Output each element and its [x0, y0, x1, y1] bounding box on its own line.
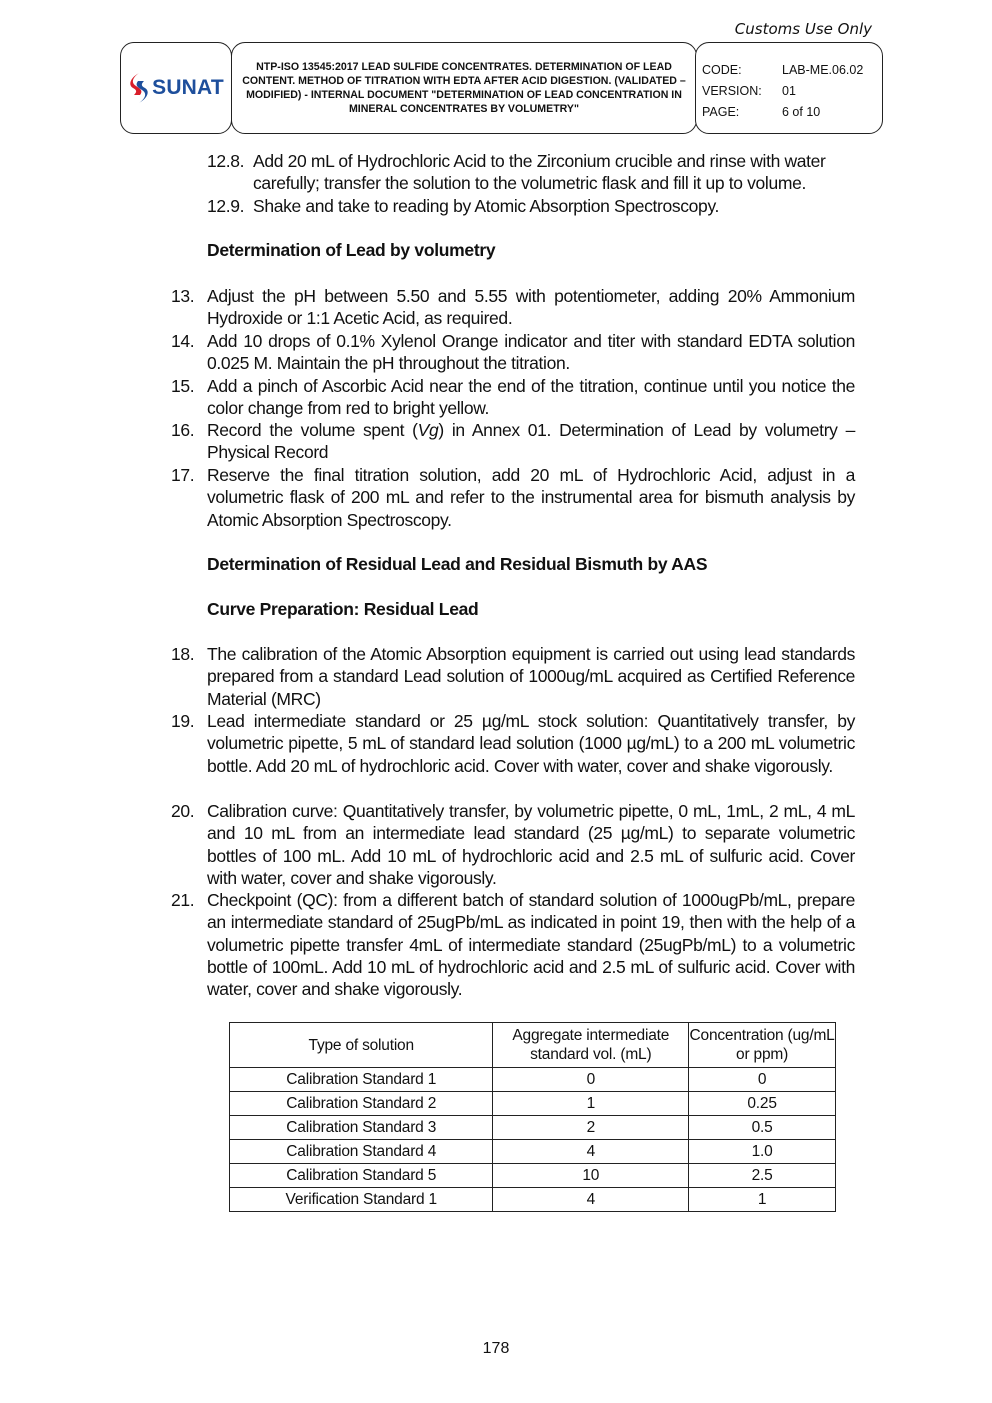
- table-row: [230, 1092, 836, 1116]
- table-cell: 4: [493, 1140, 689, 1164]
- item-text-a: Record the volume spent (: [207, 420, 418, 440]
- list-item-20: [171, 800, 855, 889]
- step-text: Add 20 mL of Hydrochloric Acid to the Zirconium crucible and rinse with water carefully; transfer the solution to the volumetric flask and fill it up to volume.: [253, 151, 826, 194]
- code-label: CODE:: [702, 63, 742, 77]
- table-cell: 0: [493, 1068, 689, 1092]
- document-title-box: [231, 42, 697, 134]
- item-number: 13.: [171, 286, 195, 306]
- item-number: 21.: [171, 890, 195, 910]
- code-row: [702, 63, 882, 84]
- list-item-19: [171, 710, 855, 777]
- column-header: Concentration (ug/mL or ppm): [689, 1023, 836, 1068]
- list-item-15: [171, 375, 855, 420]
- curve-heading: Curve Preparation: Residual Lead: [207, 599, 479, 619]
- table-cell: Calibration Standard 4: [230, 1140, 493, 1164]
- table-cell: 4: [493, 1188, 689, 1212]
- calibration-table: [229, 1022, 836, 1212]
- table-cell: Verification Standard 1: [230, 1188, 493, 1212]
- table-cell: 2.5: [689, 1164, 836, 1188]
- table-row: [230, 1116, 836, 1140]
- item-text: Calibration curve: Quantitatively transfer, by volumetric pipette, 0 mL, 1mL, 2 mL, 4 mL and 10 mL from an intermediate lead standard (25 µg/mL) to separate volumetric bottles of 100 mL. Add 10 mL of hydrochloric acid and 2.5 mL of sulfuric acid. Cover with water, cover and shake vigorously.: [207, 801, 855, 888]
- table-cell: Calibration Standard 1: [230, 1068, 493, 1092]
- table-cell: Calibration Standard 5: [230, 1164, 493, 1188]
- table-row: [230, 1188, 836, 1212]
- step-12-8: [207, 150, 855, 195]
- table-cell: 10: [493, 1164, 689, 1188]
- item-number: 19.: [171, 711, 195, 731]
- list-item-17: [171, 464, 855, 531]
- table-row: [230, 1068, 836, 1092]
- document-title: NTP-ISO 13545:2017 LEAD SULFIDE CONCENTRATES. DETERMINATION OF LEAD CONTENT. METHOD OF TITRATION WITH EDTA AFTER ACID DIGESTION. (VALIDATED – MODIFIED) - INTERNAL DOCUMENT "DETERMINATION OF LEAD CONCENTRATION IN MINERAL CONCENTRATES BY VOLUMETRY": [242, 60, 686, 116]
- item-number: 14.: [171, 331, 195, 351]
- item-text: Lead intermediate standard or 25 µg/mL stock solution: Quantitatively transfer, by volumetric pipette, 5 mL of standard lead solution (1000 µg/mL) to a 200 mL volumetric bottle. Add 20 mL of hydrochloric acid. Cover with water, cover and shake vigorously.: [207, 711, 855, 776]
- list-item-13: [171, 285, 855, 330]
- step-text: Shake and take to reading by Atomic Absorption Spectroscopy.: [253, 196, 720, 216]
- column-header: Type of solution: [230, 1023, 493, 1068]
- item-number: 17.: [171, 465, 195, 485]
- table-cell: 2: [493, 1116, 689, 1140]
- sunat-emblem-icon: [128, 71, 150, 105]
- item-number: 20.: [171, 801, 195, 821]
- residual-heading: Determination of Residual Lead and Residual Bismuth by AAS: [207, 554, 708, 574]
- list-item-14: [171, 330, 855, 375]
- step-number: 12.8.: [207, 151, 245, 171]
- version-row: [702, 84, 882, 105]
- list-item-18: [171, 643, 855, 710]
- table-cell: 1: [493, 1092, 689, 1116]
- sunat-logo: [128, 71, 224, 105]
- item-text: Add a pinch of Ascorbic Acid near the end of the titration, continue until you notice the color change from red to bright yellow.: [207, 376, 855, 419]
- page-row: [702, 105, 882, 126]
- customs-use-note: Customs Use Only: [734, 20, 872, 38]
- item-text-b: ) in Annex 01. Determination of Lead by volumetry – Physical Record: [207, 420, 855, 463]
- column-header: Aggregate intermediate standard vol. (mL): [493, 1023, 689, 1068]
- item-text: Reserve the final titration solution, add 20 mL of Hydrochloric Acid, adjust in a volumetric flask of 200 mL and refer to the instrumental area for bismuth analysis by Atomic Absorption Spectroscopy.: [207, 465, 855, 530]
- table-cell: Calibration Standard 3: [230, 1116, 493, 1140]
- list-item-16: [171, 419, 855, 464]
- item-text: Checkpoint (QC): from a different batch of standard solution of 1000ugPb/mL, prepare an intermediate standard of 25ugPb/mL as indicated in point 19, then with the help of a volumetric pipette transfer 4mL of intermediate standard (25ugPb/mL) to a volumetric bottle of 100mL. Add 10 mL of hydrochloric acid and 2.5 mL of sulfuric acid. Cover with water, cover and shake vigorously.: [207, 890, 855, 1000]
- item-text: Add 10 drops of 0.1% Xylenol Orange indicator and titer with standard EDTA solution 0.025 M. Maintain the pH throughout the titration.: [207, 331, 855, 374]
- item-number: 18.: [171, 644, 195, 664]
- version-value: 01: [782, 84, 796, 98]
- list-item-21: [171, 889, 855, 1000]
- logo-wordmark: SUNAT: [152, 76, 224, 99]
- item-text-em: Vg: [417, 420, 439, 440]
- page-value: 6 of 10: [782, 105, 821, 119]
- table-cell: 0.5: [689, 1116, 836, 1140]
- table-cell: 1.0: [689, 1140, 836, 1164]
- step-12-9: [207, 195, 855, 217]
- item-text: Adjust the pH between 5.50 and 5.55 with potentiometer, adding 20% Ammonium Hydroxide or 1:1 Acetic Acid, as required.: [207, 286, 855, 329]
- code-value: LAB-ME.06.02: [782, 63, 864, 77]
- table-cell: 1: [689, 1188, 836, 1212]
- table-cell: 0.25: [689, 1092, 836, 1116]
- table-row: [230, 1164, 836, 1188]
- item-number: 16.: [171, 420, 195, 440]
- page-number: 178: [482, 1340, 510, 1357]
- page-label: PAGE:: [702, 105, 740, 119]
- logo-box: [120, 42, 232, 134]
- version-label: VERSION:: [702, 84, 762, 98]
- table-cell: 0: [689, 1068, 836, 1092]
- table-cell: Calibration Standard 2: [230, 1092, 493, 1116]
- step-number: 12.9.: [207, 196, 245, 216]
- item-text: The calibration of the Atomic Absorption equipment is carried out using lead standards prepared from a standard Lead solution of 1000ug/mL acquired as Certified Reference Material (MRC): [207, 644, 855, 709]
- item-number: 15.: [171, 376, 195, 396]
- volumetry-heading: Determination of Lead by volumetry: [207, 240, 496, 260]
- table-header-row: [230, 1023, 836, 1068]
- document-meta-box: [695, 42, 883, 134]
- table-row: [230, 1140, 836, 1164]
